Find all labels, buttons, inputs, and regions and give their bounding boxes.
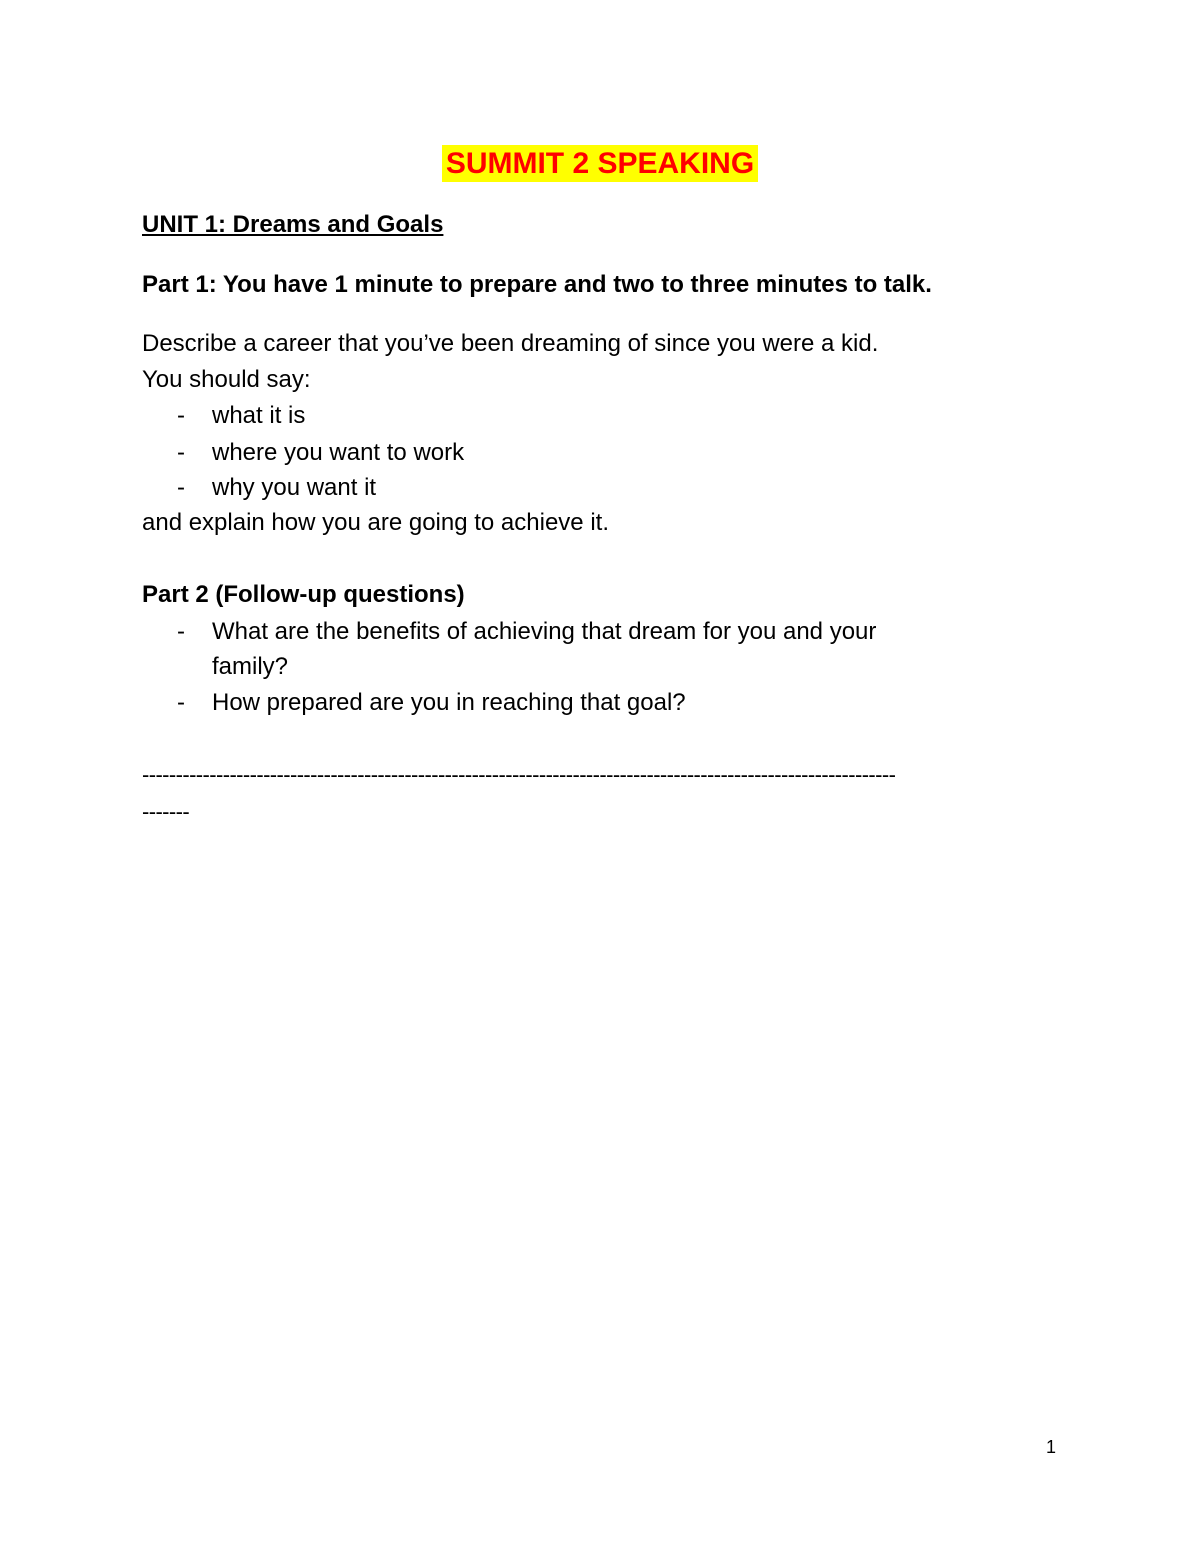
page-title <box>0 140 1200 188</box>
part1-lead-in: You should say: <box>142 366 311 393</box>
part1-heading: Part 1: You have 1 minute to prepare and two to three minutes to talk. <box>142 271 932 298</box>
page-title-text: SUMMIT 2 SPEAKING <box>442 145 758 182</box>
part2-question-1: What are the benefits of achieving that dream for you and your <box>212 618 877 645</box>
part1-closing: and explain how you are going to achieve it. <box>142 509 609 536</box>
part2-question-1-continued: family? <box>212 653 289 680</box>
page-number: 1 <box>1046 1437 1057 1457</box>
unit-heading: UNIT 1: Dreams and Goals <box>142 211 444 238</box>
part1-prompt: Describe a career that you’ve been dreaming of since you were a kid. <box>142 330 879 357</box>
part2-question-2: How prepared are you in reaching that goal? <box>212 689 686 716</box>
bullet-marker: - <box>177 474 185 501</box>
divider-line-1: ---------------------------------------------------------------------------------------------------------------- <box>142 762 896 787</box>
part1-bullet-1: what it is <box>212 402 306 429</box>
part1-bullet-2: where you want to work <box>212 439 465 466</box>
bullet-marker: - <box>177 618 185 645</box>
bullet-marker: - <box>177 402 185 429</box>
divider-line-2: ------- <box>142 799 190 824</box>
part1-bullet-3: why you want it <box>212 474 377 501</box>
bullet-marker: - <box>177 439 185 466</box>
part2-heading: Part 2 (Follow-up questions) <box>142 581 465 608</box>
bullet-marker: - <box>177 689 185 716</box>
